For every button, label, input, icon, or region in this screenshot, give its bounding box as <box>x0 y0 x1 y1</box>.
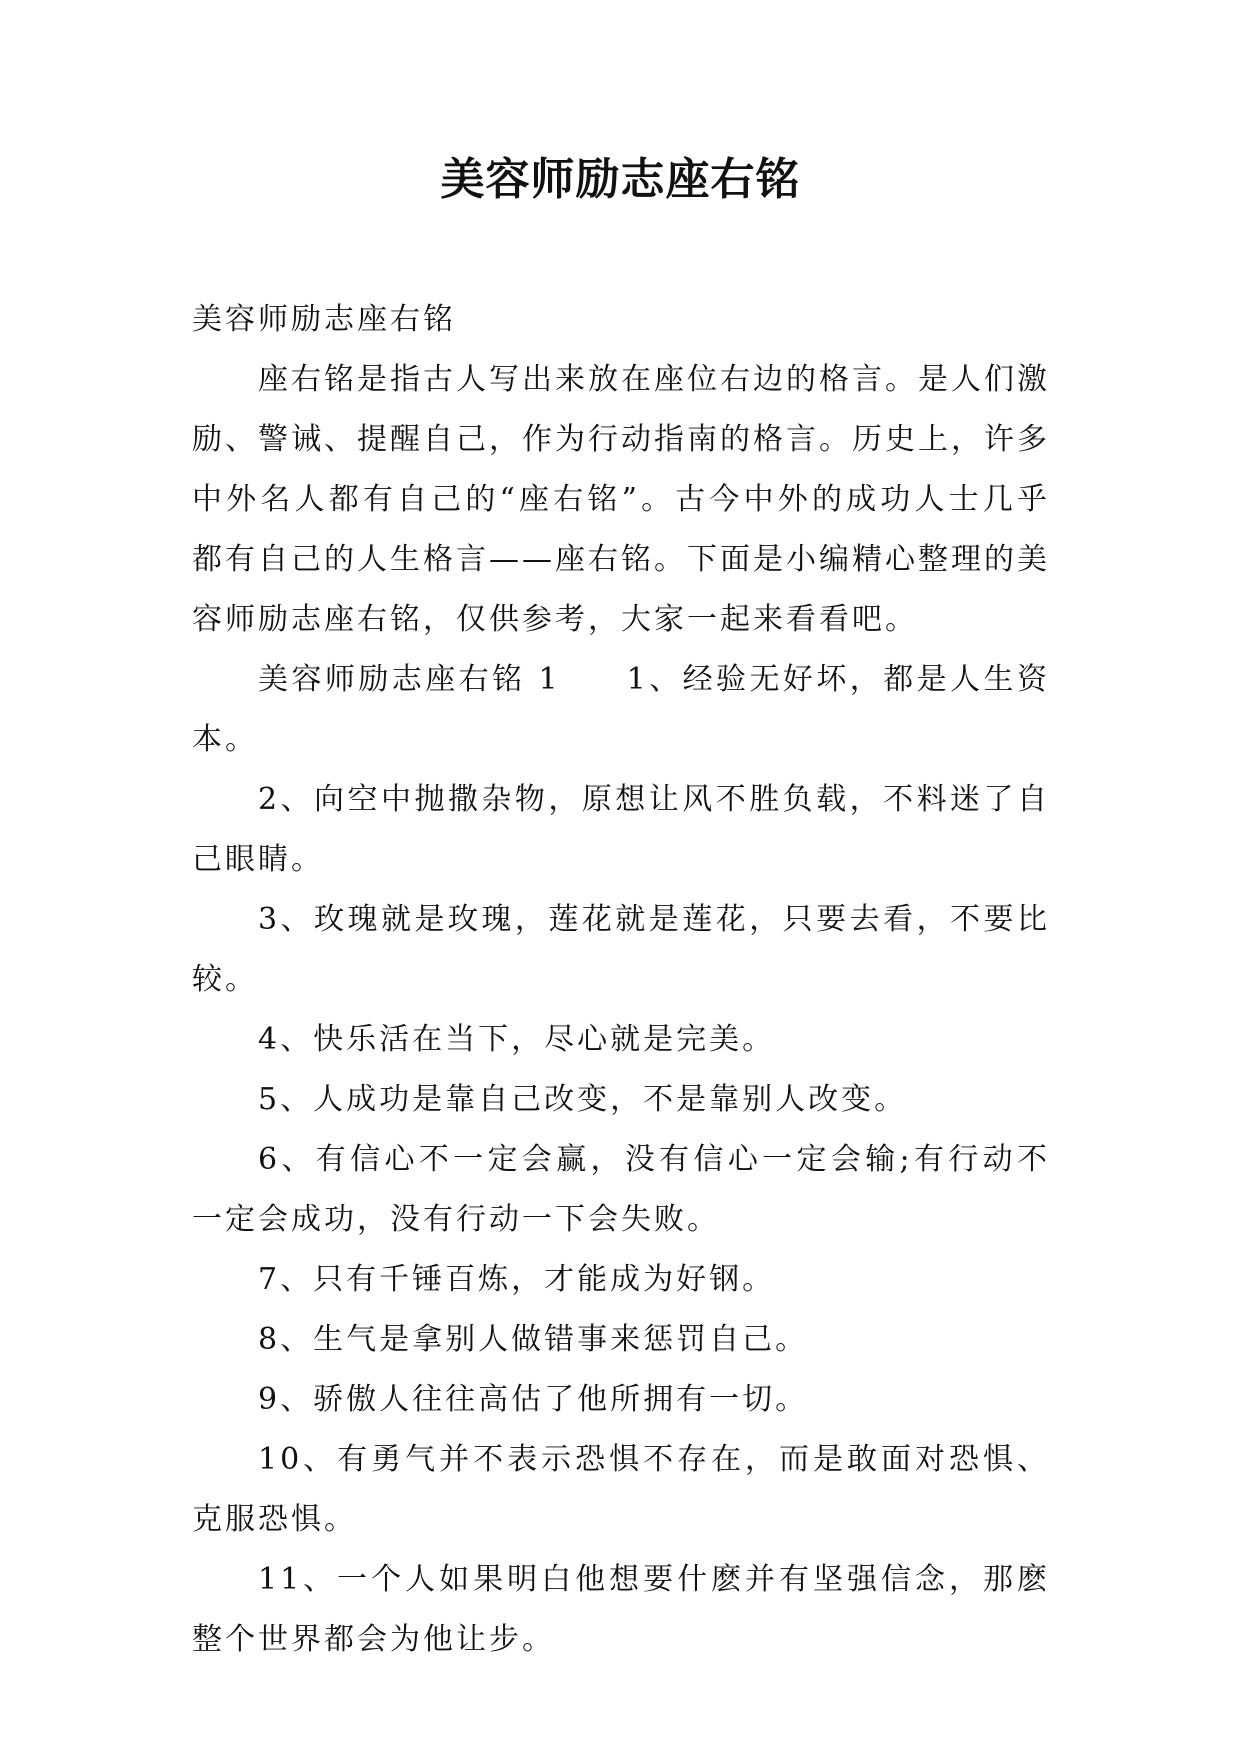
list-item: 6、有信心不一定会赢，没有信心一定会输;有行动不一定会成功，没有行动一下会失败。 <box>192 1142 1050 1237</box>
section-heading: 美容师励志座右铭 1 <box>258 662 561 697</box>
list-item: 1、经验无好坏，都是人生资本。 <box>192 662 1050 757</box>
list-item: 11、一个人如果明白他想要什麽并有坚强信念，那麽整个世界都会为他让步。 <box>192 1562 1050 1657</box>
list-item: 4、快乐活在当下，尽心就是完美。 <box>258 1022 776 1057</box>
page-title: 美容师励志座右铭 <box>440 154 801 205</box>
list-item: 9、骄傲人往往高估了他所拥有一切。 <box>258 1382 809 1417</box>
list-item: 7、只有千锤百炼，才能成为好钢。 <box>258 1262 776 1297</box>
list-item: 3、玫瑰就是玫瑰，莲花就是莲花，只要去看，不要比较。 <box>192 902 1050 997</box>
list-item: 8、生气是拿别人做错事来惩罚自己。 <box>258 1322 809 1357</box>
intro-paragraph: 座右铭是指古人写出来放在座位右边的格言。是人们激励、警诫、提醒自己，作为行动指南的格言。历史上，许多中外名人都有自己的“座右铭”。古今中外的成功人士几乎都有自己的人生格言——座右铭。下面是小编精心整理的美容师励志座右铭，仅供参考，大家一起来看看吧。 <box>192 362 1050 637</box>
section-first-line <box>192 650 1050 770</box>
document-body <box>192 290 1050 1670</box>
subtitle-line: 美容师励志座右铭 <box>192 302 456 337</box>
list-item: 10、有勇气并不表示恐惧不存在，而是敢面对恐惧、克服恐惧。 <box>192 1442 1050 1537</box>
list-item: 5、人成功是靠自己改变，不是靠别人改变。 <box>258 1082 908 1117</box>
list-item: 2、向空中抛撒杂物，原想让风不胜负载，不料迷了自己眼睛。 <box>192 782 1050 877</box>
